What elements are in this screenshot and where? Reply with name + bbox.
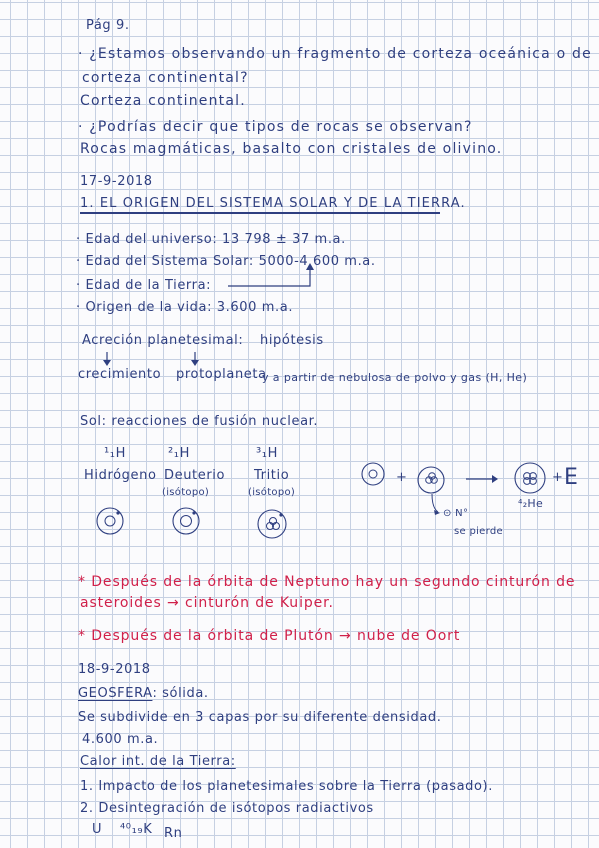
question-1-answer: Corteza continental.: [80, 93, 246, 109]
isotope-symbol-tritium: ³₁H: [256, 446, 278, 461]
reaction-plus-2: +: [552, 470, 564, 485]
isotope-uranium: U: [92, 822, 103, 837]
heat-title: Calor int. de la Tierra:: [80, 754, 236, 769]
heat-item-1: 1. Impacto de los planetesimales sobre la Tierra (pasado).: [80, 779, 493, 794]
reaction-plus-1: +: [396, 470, 408, 485]
oort-note: * Después de la órbita de Plutón → nube de Oort: [78, 628, 461, 644]
heat-item-2: 2. Desintegración de isótopos radiactivos: [80, 801, 374, 816]
reactant-atom-2-icon: [418, 467, 444, 493]
bullet-earth-age: · Edad de la Tierra:: [76, 278, 212, 293]
section-title-1: 1. EL ORIGEN DEL SISTEMA SOLAR Y DE LA TIERRA.: [80, 196, 466, 211]
question-2-line-1: · ¿Podrías decir que tipos de rocas se observan?: [78, 119, 473, 135]
accretion-label: Acreción planetesimal:: [82, 333, 244, 348]
bullet-life-origin: · Origen de la vida: 3.600 m.a.: [76, 300, 294, 315]
accretion-nebula: y a partir de nebulosa de polvo y gas (H, He): [262, 371, 528, 384]
neutron-lost-label: se pierde: [454, 526, 503, 537]
geosfera-layers: Se subdivide en 3 capas por su diferente densidad.: [78, 710, 442, 725]
question-2-answer: Rocas magmáticas, basalto con cristales de olivino.: [80, 141, 503, 157]
date-2: 18-9-2018: [78, 662, 151, 677]
isotope-note-tritium: (isótopo): [248, 487, 296, 498]
title-underline: [80, 212, 440, 214]
tritium-atom-icon: [258, 510, 286, 538]
bullet-universe-age: · Edad del universo: 13 798 ± 37 m.a.: [76, 232, 346, 247]
date-1: 17-9-2018: [80, 174, 153, 189]
geosfera-label: GEOSFERA: [78, 686, 153, 701]
accretion-hypothesis: hipótesis: [260, 333, 324, 348]
isotope-name-hydrogen: Hidrógeno: [84, 468, 157, 483]
helium-atom-icon: [515, 463, 545, 493]
helium-symbol: ⁴₂He: [518, 497, 544, 510]
isotope-symbol-hydrogen: ¹₁H: [104, 446, 126, 461]
accretion-growth: crecimiento: [78, 367, 162, 382]
page-number: Pág 9.: [86, 18, 130, 33]
question-1-line-2: corteza continental?: [82, 70, 249, 86]
fusion-title: Sol: reacciones de fusión nuclear.: [80, 414, 319, 429]
isotope-radon: Rn: [164, 826, 183, 841]
deuterium-atom-icon: [173, 508, 199, 534]
geosfera-value: : sólida.: [152, 686, 209, 701]
hydrogen-atom-icon: [97, 508, 123, 534]
geosfera-line: [78, 686, 209, 702]
isotope-potassium: ⁴⁰₁₉K: [120, 822, 153, 837]
isotope-symbol-deuterium: ²₁H: [168, 446, 190, 461]
isotope-name-deuterium: Deuterio: [164, 468, 226, 483]
geosfera-age: 4.600 m.a.: [82, 732, 159, 747]
isotope-name-tritium: Tritio: [254, 468, 290, 483]
kuiper-note-line-2: asteroides → cinturón de Kuiper.: [80, 595, 334, 611]
kuiper-note-line-1: * Después de la órbita de Neptuno hay un segundo cinturón de: [78, 574, 576, 590]
energy-symbol: E: [564, 465, 579, 490]
neutron-label: ⊙ N°: [443, 508, 469, 519]
question-1-line-1: · ¿Estamos observando un fragmento de corteza oceánica o de: [78, 46, 592, 62]
isotope-note-deuterium: (isótopo): [162, 487, 210, 498]
accretion-protoplanet: protoplaneta: [176, 367, 267, 382]
reactant-atom-1-icon: [362, 463, 384, 485]
bullet-solar-system-age: · Edad del Sistema Solar: 5000-4 600 m.a.: [76, 254, 376, 269]
